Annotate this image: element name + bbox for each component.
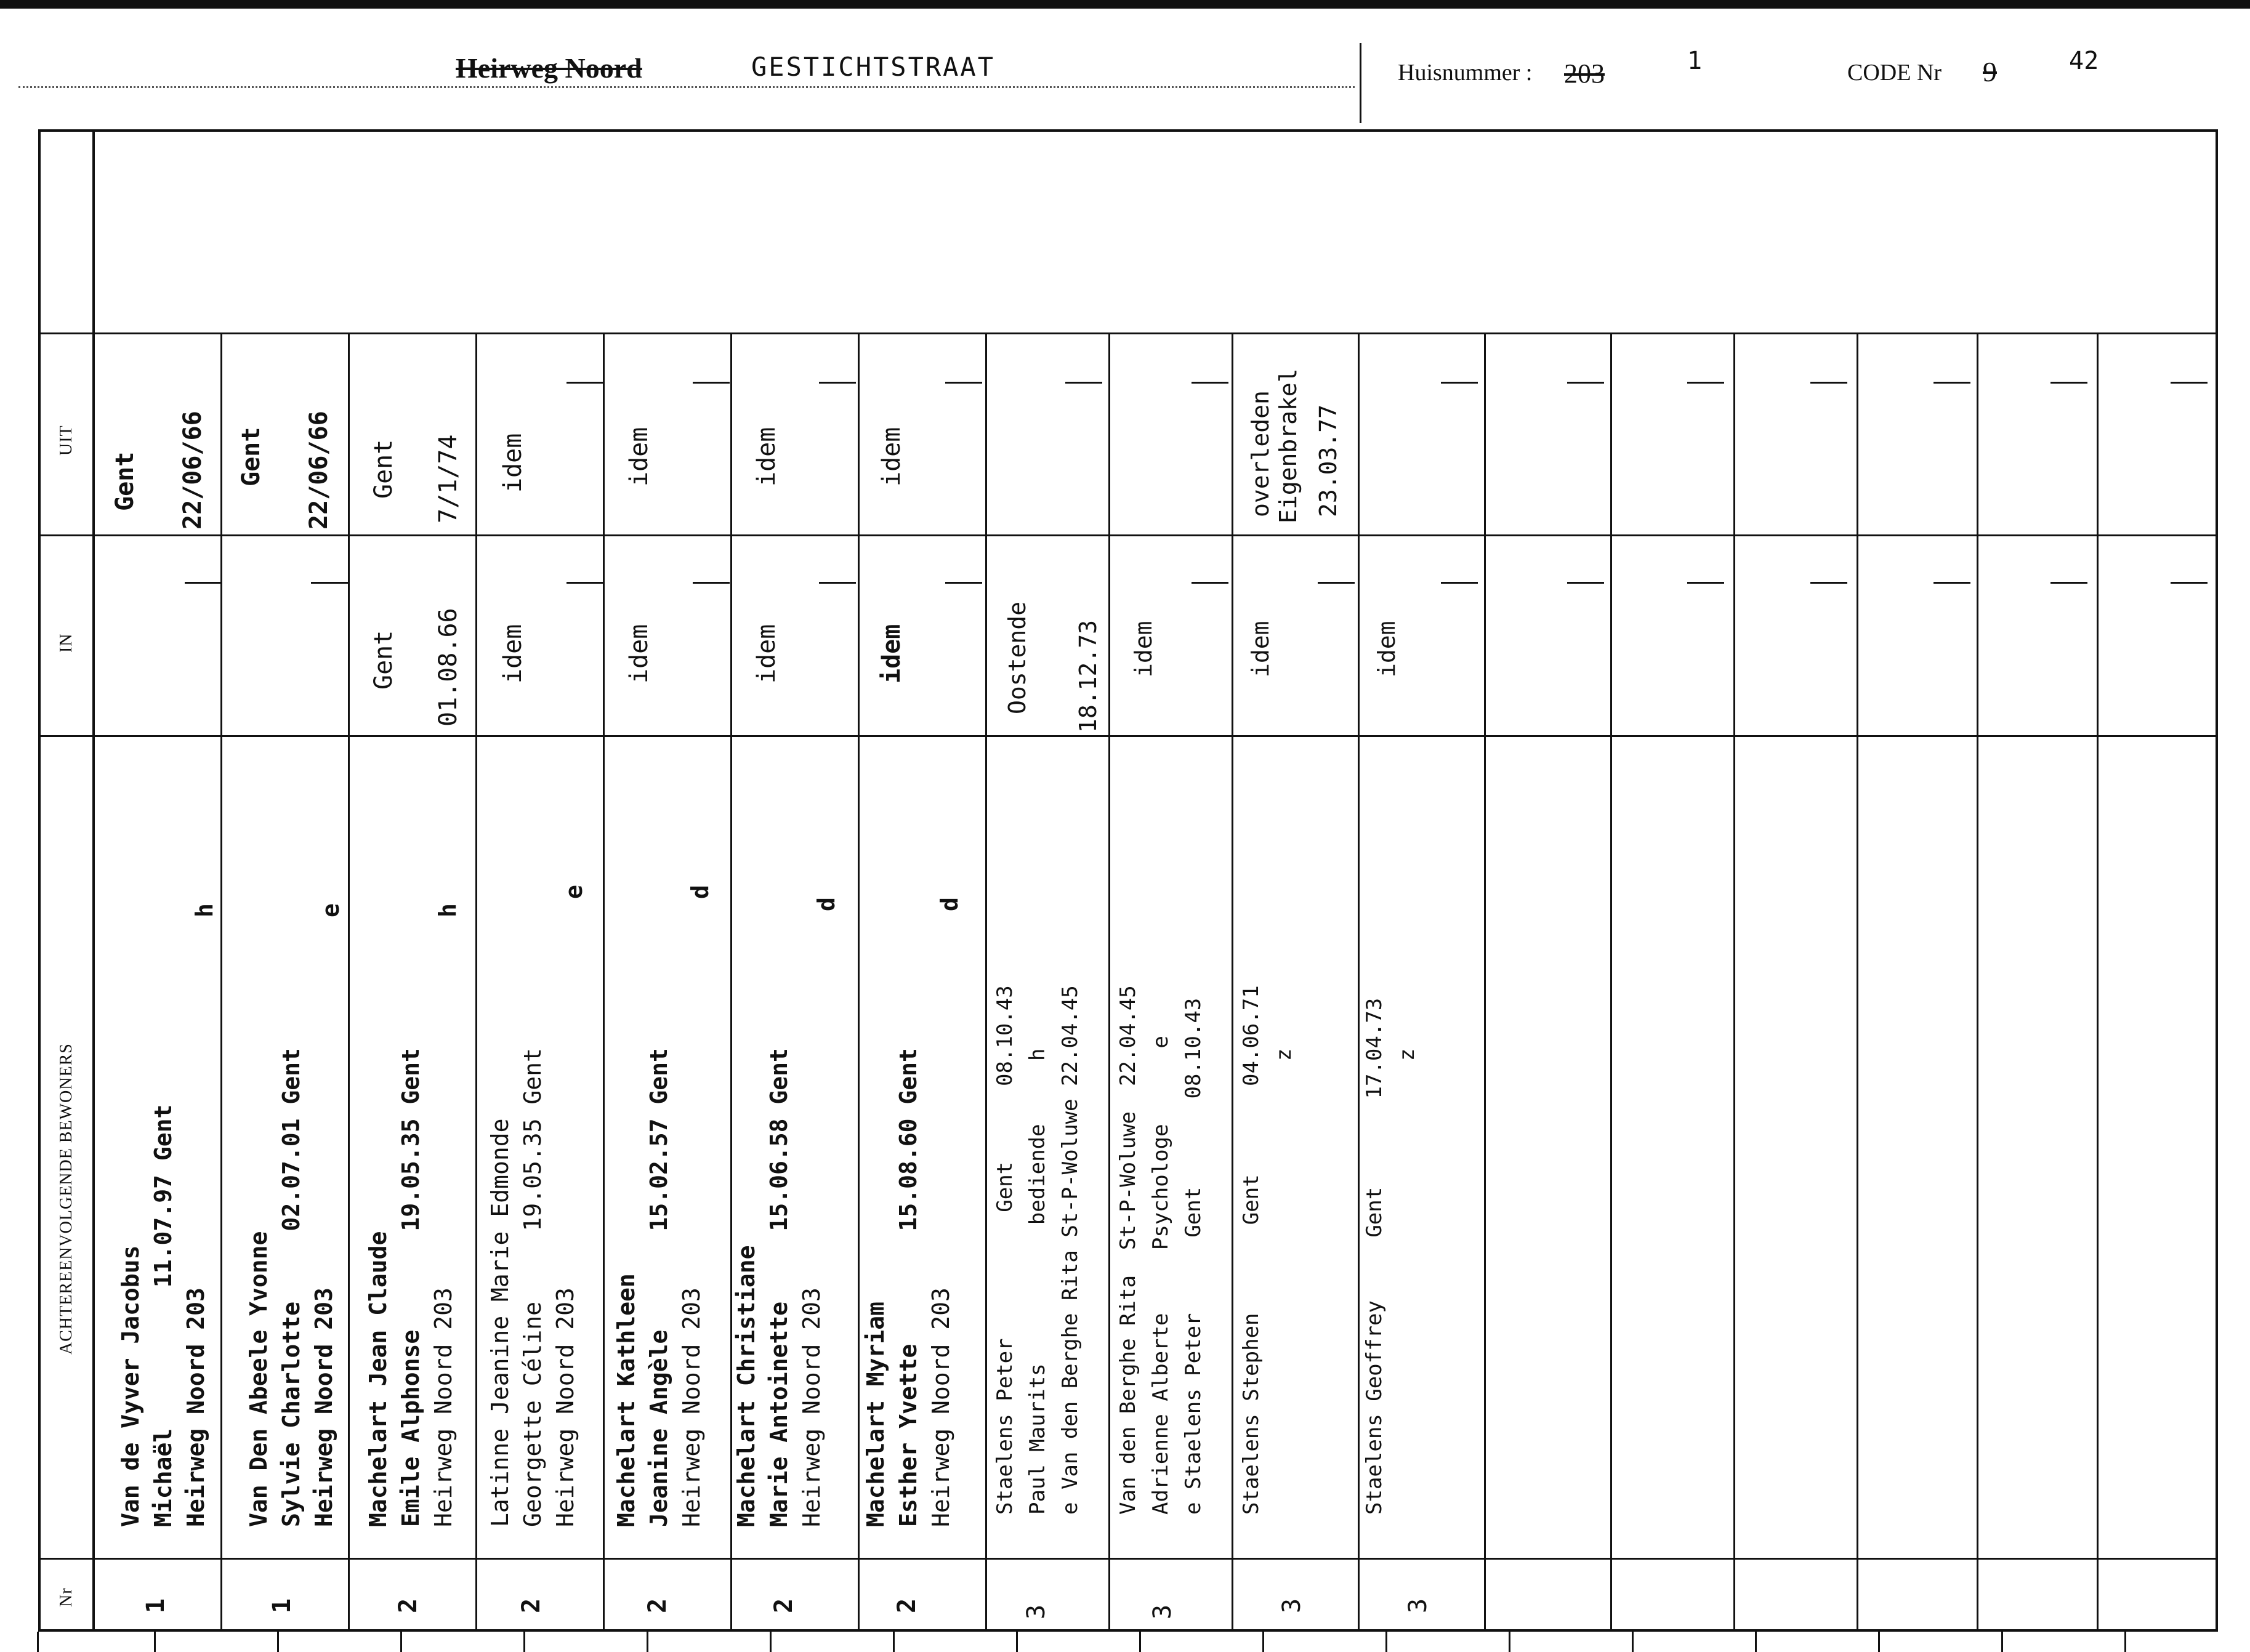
resident-line: Heirweg Noord 203 bbox=[678, 1287, 705, 1527]
status-mark: h bbox=[191, 903, 218, 917]
row-label-bewoners: ACHTEREENVOLGENDE BEWONERS bbox=[57, 1043, 76, 1355]
uit-place: Gent bbox=[237, 427, 265, 486]
resident-line: Van de Vyver Jacobus bbox=[117, 1245, 144, 1527]
resident-line: Michaël 11.07.97 Gent bbox=[150, 1104, 177, 1527]
code-new: 42 bbox=[2069, 47, 2099, 75]
row-label-in: IN bbox=[57, 633, 76, 653]
nr-value: 2 bbox=[394, 1598, 422, 1613]
resident-line: Heirweg Noord 203 bbox=[430, 1287, 457, 1527]
nr-value: 2 bbox=[643, 1598, 672, 1613]
nr-value: 2 bbox=[893, 1598, 921, 1613]
resident-line: Machelart Kathleen bbox=[613, 1273, 640, 1527]
in-place: idem bbox=[1373, 621, 1400, 677]
in-place: Oostende bbox=[1004, 601, 1031, 714]
status-mark: e bbox=[560, 885, 587, 899]
resident-line: Latinne Jeanine Marie Edmonde bbox=[486, 1118, 514, 1527]
resident-line: Heirweg Noord 203 bbox=[310, 1287, 337, 1527]
resident-line: Marie Antoinette 15.06.58 Gent bbox=[765, 1048, 792, 1527]
uit-place: idem bbox=[877, 427, 906, 486]
resident-line: z bbox=[1395, 1048, 1419, 1515]
resident-line: Heirweg Noord 203 bbox=[182, 1287, 209, 1527]
uit-place: overleden bbox=[1247, 390, 1274, 517]
house-label: Huisnummer : bbox=[1398, 60, 1533, 86]
street-old: Heirweg Noord bbox=[456, 52, 642, 84]
resident-line: Staelens Stephen Gent 04.06.71 bbox=[1239, 985, 1264, 1515]
street-new: GESTICHTSTRAAT bbox=[751, 52, 996, 82]
divider-bewoners-top bbox=[38, 735, 2218, 737]
divider-uit-top bbox=[38, 332, 2218, 334]
resident-line: Van Den Abeele Yvonne bbox=[245, 1231, 272, 1527]
resident-line: z bbox=[1272, 1048, 1296, 1515]
status-mark: d bbox=[813, 897, 840, 911]
uit-place: idem bbox=[752, 427, 781, 486]
divider-nr-top bbox=[38, 1558, 2218, 1560]
resident-line: e Staelens Peter Gent 08.10.43 bbox=[1181, 997, 1206, 1515]
uit-place: Gent bbox=[111, 451, 139, 511]
code-old: 9 bbox=[1983, 56, 1997, 87]
in-date: 18.12.73 bbox=[1075, 619, 1102, 733]
resident-line: Machelart Jean Claude bbox=[365, 1231, 392, 1527]
resident-line: Emile Alphonse 19.05.35 Gent bbox=[397, 1048, 424, 1527]
resident-line: Paul Maurits bediende h bbox=[1025, 1048, 1050, 1515]
uit-place: idem bbox=[625, 427, 653, 486]
uit-date: 23.03.77 bbox=[1315, 404, 1342, 517]
resident-line: Esther Yvette 15.08.60 Gent bbox=[895, 1048, 922, 1527]
in-place: idem bbox=[752, 624, 781, 683]
status-mark: e bbox=[317, 903, 344, 917]
in-date: 01.08.66 bbox=[434, 608, 462, 727]
house-new: 1 bbox=[1687, 47, 1703, 75]
top-border bbox=[0, 0, 2250, 9]
nr-value: 1 bbox=[268, 1598, 296, 1613]
uit-place: idem bbox=[499, 433, 527, 493]
label-column-divider bbox=[92, 129, 95, 1632]
resident-line: Machelart Christiane bbox=[733, 1245, 760, 1527]
house-old: 203 bbox=[1564, 58, 1605, 89]
nr-value: 2 bbox=[517, 1598, 546, 1613]
resident-line: Staelens Geoffrey Gent 17.04.73 bbox=[1362, 997, 1387, 1515]
in-place: idem bbox=[1247, 621, 1274, 677]
in-place: idem bbox=[625, 624, 653, 683]
resident-line: Machelart Myriam bbox=[862, 1301, 889, 1527]
header-dotted-line bbox=[18, 86, 1355, 88]
status-mark: d bbox=[936, 897, 963, 911]
resident-line: Georgette Céline 19.05.35 Gent bbox=[519, 1048, 546, 1527]
uit-place-2: Eigenbrakel bbox=[1275, 368, 1302, 523]
row-label-uit: UIT bbox=[57, 425, 76, 456]
status-mark: h bbox=[434, 903, 461, 917]
resident-line: Van den Berghe Rita St-P-Woluwe 22.04.45 bbox=[1116, 985, 1140, 1515]
nr-value: 3 bbox=[1404, 1598, 1432, 1613]
in-place: idem bbox=[877, 624, 906, 683]
resident-line: Heirweg Noord 203 bbox=[798, 1287, 825, 1527]
nr-value: 3 bbox=[1148, 1604, 1177, 1619]
status-mark: d bbox=[687, 885, 714, 899]
uit-date: 22/06/66 bbox=[179, 411, 207, 530]
in-place: Gent bbox=[369, 630, 398, 690]
header-divider bbox=[1360, 43, 1361, 123]
resident-line: Staelens Peter Gent 08.10.43 bbox=[993, 985, 1017, 1515]
nr-value: 3 bbox=[1022, 1604, 1050, 1619]
divider-in-top bbox=[38, 534, 2218, 536]
uit-place: Gent bbox=[369, 439, 398, 499]
resident-line: Heirweg Noord 203 bbox=[552, 1287, 579, 1527]
nr-value: 3 bbox=[1278, 1598, 1306, 1613]
row-label-nr: Nr bbox=[57, 1587, 76, 1607]
nr-value: 1 bbox=[142, 1598, 170, 1613]
uit-date: 7/1/74 bbox=[434, 434, 462, 523]
resident-line: Heirweg Noord 203 bbox=[927, 1287, 954, 1527]
in-place: idem bbox=[1130, 621, 1157, 677]
uit-date: 22/06/66 bbox=[305, 411, 333, 530]
resident-line: Adrienne Alberte Psychologe e bbox=[1148, 1036, 1173, 1515]
in-place: idem bbox=[499, 624, 527, 683]
nr-value: 2 bbox=[770, 1598, 798, 1613]
resident-line: Sylvie Charlotte 02.07.01 Gent bbox=[278, 1048, 305, 1527]
code-label: CODE Nr bbox=[1847, 60, 1942, 86]
resident-line: Jeanine Angèle 15.02.57 Gent bbox=[645, 1048, 672, 1527]
resident-line: e Van den Berghe Rita St-P-Woluwe 22.04.45 bbox=[1058, 985, 1083, 1515]
